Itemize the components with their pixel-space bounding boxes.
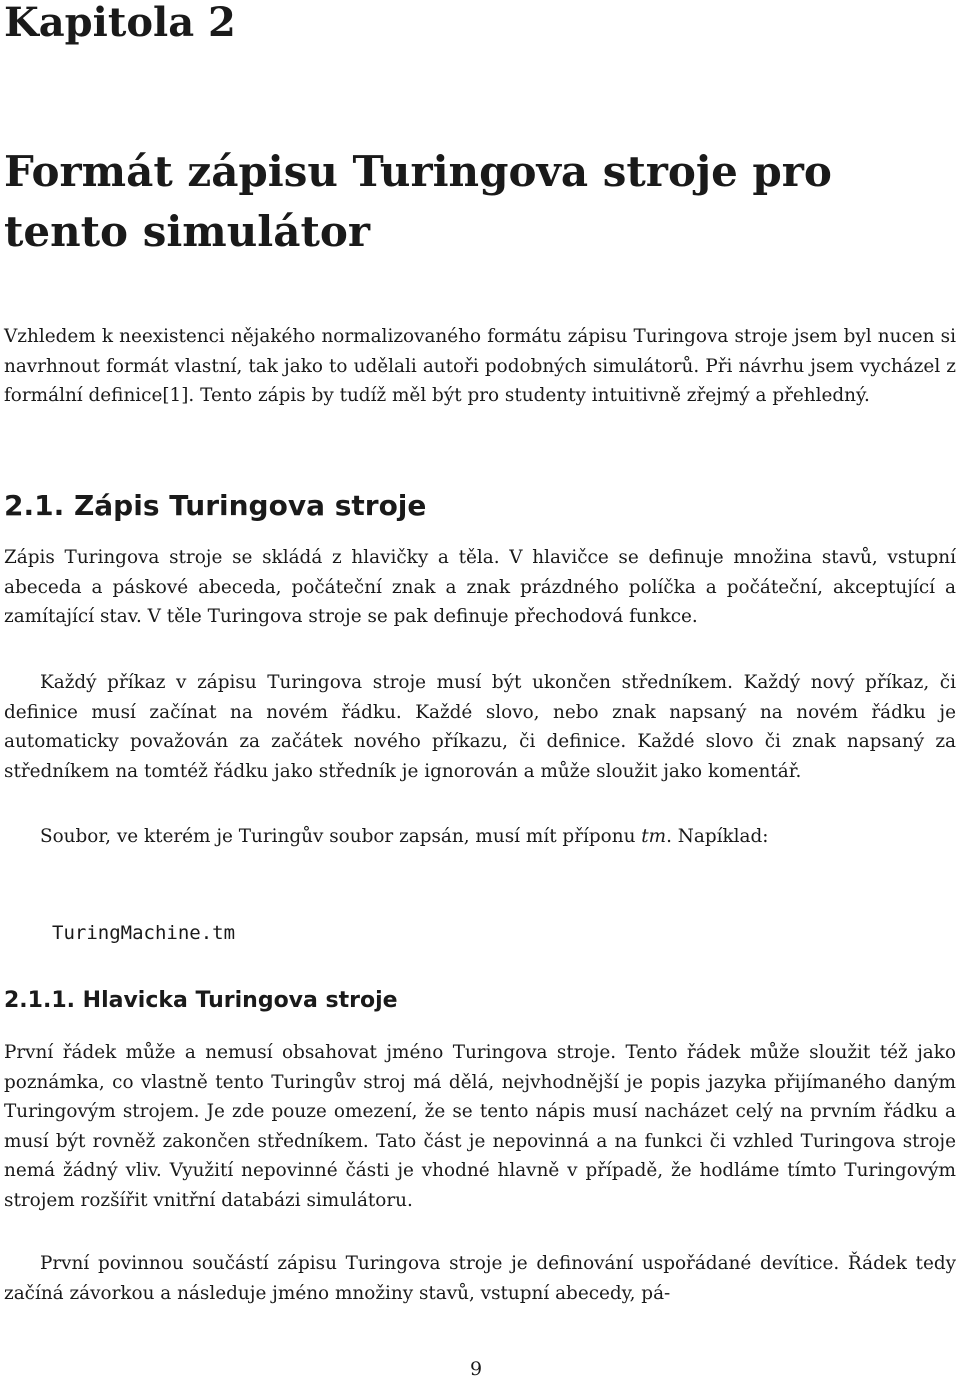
file-extension-sentence: Soubor, ve kterém je Turingův soubor zapsán, musí mít příponu (40, 826, 642, 847)
section-heading-2-1-1: 2.1.1. Hlavicka Turingova stroje (4, 988, 398, 1013)
section-2-1-paragraph-3 (4, 822, 956, 852)
chapter-title: Formát zápisu Turingova stroje pro tento simulátor (4, 147, 832, 256)
intro-paragraph: Vzhledem k neexistenci nějakého normalizovaného formátu zápisu Turingova stroje jsem byl nucen si navrhnout formát vlastní, tak jako to udělali autoři podobných simulátorů. Při návrhu jsem vycházel z formální definice[1]. Tento zápis by tudíž měl být pro studenty intuitivně zřejmý a přehledný. (4, 326, 956, 406)
document-page (4, 0, 956, 1304)
section-2-1-paragraph-2: Každý příkaz v zápisu Turingova stroje musí být ukončen středníkem. Každý nový příkaz, či definice musí začínat na novém řádku. Každé slovo, nebo znak napsaný na novém řádku je automaticky považován za začátek nového příkazu, či definice. Každé slovo či znak napsaný za středníkem na tomtéž řádku jako středník je ignorován a může sloužit jako komentář. (4, 672, 956, 782)
page-number: 9 (469, 1358, 483, 1380)
file-extension: tm (641, 826, 667, 847)
section-2-1-1-paragraph-1: První řádek může a nemusí obsahovat jméno Turingova stroje. Tento řádek může sloužit též jako poznámka, co vlastně tento Turingův stroj má dělá, nejvhodnější je popis jazyka přijímaného daným Turingovým strojem. Je zde pouze omezení, že se tento nápis musí nacházet celý na prvním řádku a musí být rovněž zakončen středníkem. Tato část je nepovinná a na funkci či vzhled Turingova stroje nemá žádný vliv. Využití nepovinné části je vhodné hlavně v případě, že hodláme tímto Turingovým strojem rozšířit vnitřní databázi simulátoru. (4, 1042, 956, 1211)
chapter-label: Kapitola 2 (4, 0, 236, 46)
section-heading-2-1: 2.1. Zápis Turingova stroje (4, 489, 427, 522)
code-example-filename: TuringMachine.tm (52, 922, 236, 944)
section-2-1-paragraph-1: Zápis Turingova stroje se skládá z hlavičky a těla. V hlavičce se definuje množina stavů, vstupní abeceda a páskové abeceda, počáteční znak a znak prázdného políčka a počáteční, akceptující a zamítající stav. V těle Turingova stroje se pak definuje přechodová funkce. (4, 547, 956, 627)
section-2-1-1-paragraph-2: První povinnou součástí zápisu Turingova stroje je definování uspořádané devítice. Řádek tedy začíná závorkou a následuje jméno množiny stavů, vstupní abecedy, pá- (4, 1253, 956, 1304)
example-intro: . Napíklad: (666, 826, 769, 847)
